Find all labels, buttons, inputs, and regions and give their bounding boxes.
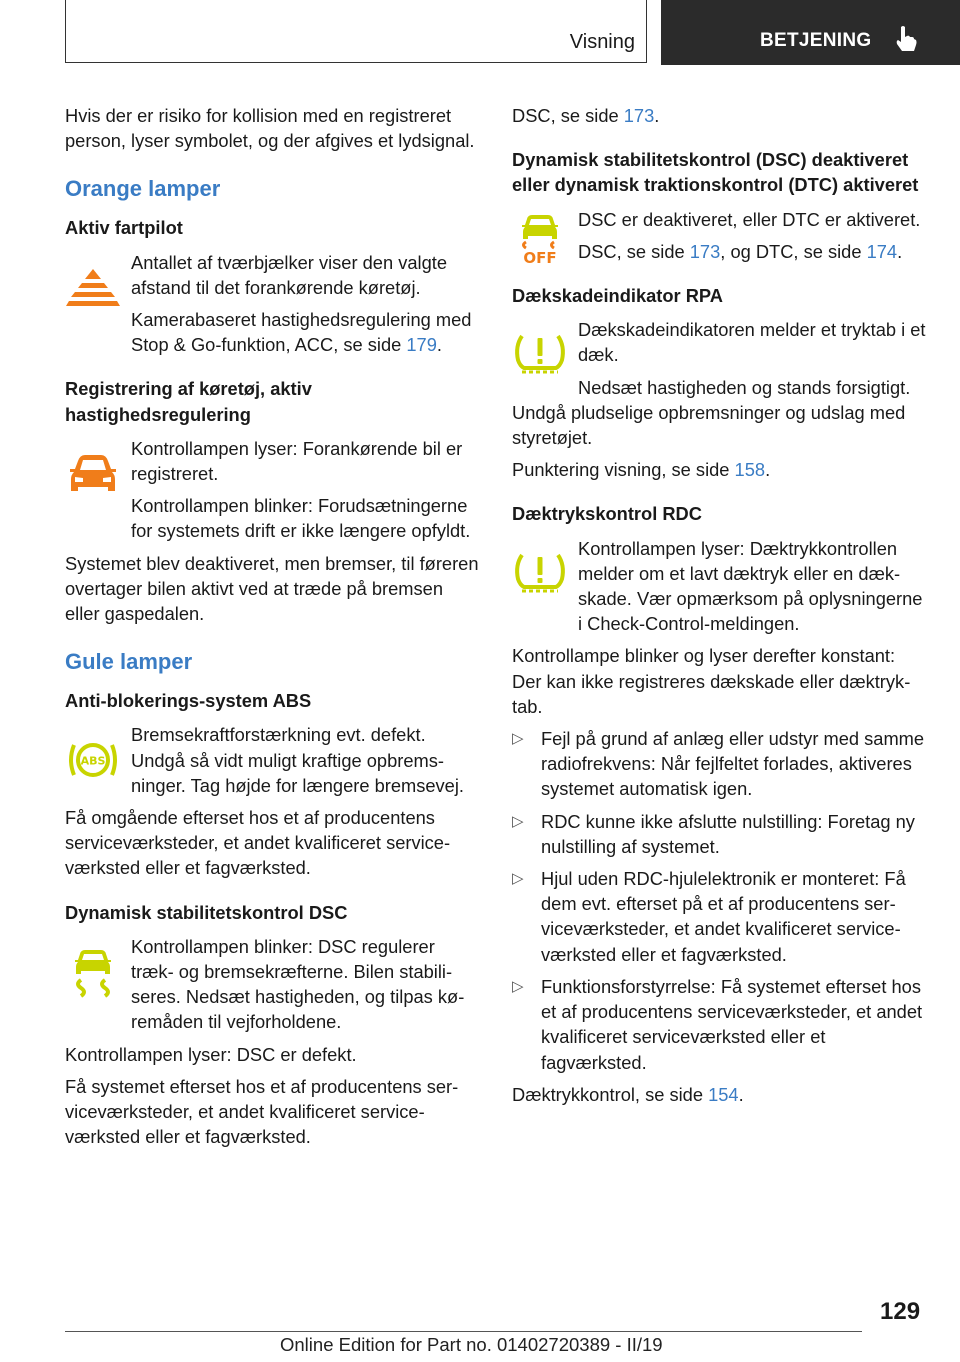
rdc-reference [512, 1082, 928, 1107]
car-front-icon [65, 442, 121, 502]
heading-dsc: Dynamisk stabilitetskontrol DSC [65, 901, 348, 923]
bullet-text: Fejl på grund af anlæg eller udstyr med samme radiofrekvens: Når fejlfeltet forlades, aktiveres systemet automatisk igen. [541, 728, 925, 800]
tire-pressure-icon [512, 323, 568, 383]
header-chapter-title: BETJENING [760, 30, 872, 51]
heading-vehicle-detection: Registrering af køretøj, aktiv hastighedsregulering [65, 378, 312, 425]
right-column [512, 103, 928, 1107]
dsc-text-2: Kontrollampen lyser: DSC er defekt. [65, 1043, 357, 1065]
footer-divider [65, 1331, 862, 1332]
heading-yellow-lamps: Gule lamper [65, 649, 193, 675]
rdc-text-1: Kontrollampen lyser: Dæktrykkontrollen melder om et lavt dæktryk eller en dækskade. Vær opmærksom på oplysningerne i Check-Control-meldingen. [578, 537, 923, 635]
dsc-off-icon [512, 211, 568, 271]
bullet-item [512, 726, 928, 802]
bullet-triangle-icon: ▷ [512, 870, 524, 888]
dsc-off-ref-text: DSC, se side [578, 240, 690, 262]
abs-icon [65, 730, 121, 790]
rpa-block [512, 317, 928, 399]
bullet-triangle-icon: ▷ [512, 977, 524, 995]
bullet-item [512, 866, 928, 967]
heading-rpa: Dækskadeindikator RPA [512, 285, 723, 307]
page-link-173[interactable]: 173 [623, 105, 655, 126]
rpa-text-1: Dækskadeindikatoren melder et tryktab i et dæk. [578, 319, 926, 366]
header-chapter-tab [661, 0, 960, 65]
vehicle-detection-block [65, 436, 480, 544]
rpa-reference [512, 457, 928, 482]
dsc-off-text-2 [512, 239, 928, 264]
rdc-ref-text: Dæktrykkontrol, se side [512, 1083, 709, 1105]
period: . [897, 240, 903, 262]
page-link-174[interactable]: 174 [866, 240, 898, 262]
bullet-item [512, 809, 928, 859]
bullet-text: Hjul uden RDC-hjulelektronik er monteret: Få dem evt. efterset på et af producentens serviceværksteder, et andet kvalificeret serviceværksted eller et fagværksted. [541, 868, 906, 965]
rdc-block [512, 536, 928, 637]
page-link-173[interactable]: 173 [689, 240, 721, 262]
abs-text-1: Bremsekraftforstærkning evt. defekt. Undgå så vidt muligt kraftige opbremsninger. Tag højde for længere bremsevej. [131, 724, 464, 796]
rpa-text-2: Nedsæt hastigheden og stands forsigtigt. Undgå pludselige opbremsninger og udslag med styretøjet. [512, 376, 911, 449]
period: . [436, 334, 442, 356]
left-column [65, 103, 480, 1150]
bullet-triangle-icon: ▷ [512, 812, 524, 830]
dsc-off-text-1: DSC er deaktiveret, eller DTC er aktiveret. [578, 208, 921, 230]
bullet-item [512, 974, 928, 1075]
vehicle-detection-text-3: Systemet blev deaktiveret, men bremser, til føreren overtager bilen aktivt ved at træde på bremsen eller gaspedalen. [65, 552, 479, 625]
bullet-text: RDC kunne ikke afslutte nulstilling: Foretag ny nulstilling af systemet. [541, 810, 915, 857]
active-cruise-ref-text: Kamerabaseret hastighedsregulering med Stop & Go-funktion, ACC, se side [131, 309, 472, 356]
page-number: 129 [880, 1298, 921, 1325]
bullet-triangle-icon: ▷ [512, 730, 524, 748]
heading-dsc-off: Dynamisk stabilitetskontrol (DSC) deaktiveret eller dynamisk traktionskontrol (DTC) aktiveret [512, 149, 919, 196]
heading-abs: Anti-blokerings-system ABS [65, 690, 312, 712]
page-link-154[interactable]: 154 [708, 1083, 739, 1105]
vehicle-detection-text-2: Kontrollampen blinker: Forudsætningerne for systemets drift er ikke længere opfyldt. [131, 495, 471, 542]
pointing-hand-icon [894, 25, 918, 53]
active-cruise-text-2 [65, 307, 480, 357]
dsc-ref-text: DSC, se side [512, 105, 624, 126]
icon-off-label: OFF [523, 248, 557, 267]
dsc-icon [65, 944, 121, 1004]
svg-text:ABS: ABS [80, 754, 106, 768]
dsc-off-block [512, 207, 928, 267]
rpa-text-2-start [512, 375, 928, 400]
dsc-text-3: Få systemet efterset hos et af producentens serviceværksteder, et andet kvalificeret serviceværksted eller et fagværksted. [65, 1075, 459, 1148]
heading-rdc: Dæktrykskontrol RDC [512, 503, 702, 525]
page-link-179[interactable]: 179 [406, 334, 437, 356]
page-link-158[interactable]: 158 [734, 459, 766, 481]
dsc-off-ref-text-2: , og DTC, se side [720, 240, 867, 262]
abs-text-2: Få omgående efterset hos et af producentens serviceværksteder, et andet kvalificeret serviceværksted eller et fagværksted. [65, 807, 451, 879]
dsc-block [65, 934, 480, 1035]
active-cruise-block [65, 250, 480, 358]
distance-bars-icon [65, 258, 121, 318]
period: . [738, 1083, 744, 1105]
bullet-text: Funktionsforstyrrelse: Få systemet efterset hos et af producentens serviceværksteder, et andet kvalificeret serviceværksted eller et fagværksted. [541, 975, 923, 1073]
tire-pressure-icon [512, 542, 568, 602]
edition-footer: Online Edition for Part no. 01402720389 - II/19 [280, 1334, 663, 1355]
period: . [765, 459, 771, 481]
dsc-reference [512, 103, 928, 128]
header-section-title: Visning [569, 31, 635, 53]
period: . [654, 105, 660, 126]
active-cruise-text-1: Antallet af tværbjælker viser den valgte afstand til det forankørende køretøj. [131, 251, 448, 298]
dsc-text-1: Kontrollampen blinker: DSC regulerer træk- og bremsekræfterne. Bilen stabiliseres. Nedsæt hastigheden, og tilpas køremåden til vejforholdene. [131, 935, 465, 1033]
vehicle-detection-text-1: Kontrollampen lyser: Forankørende bil er registreret. [131, 437, 463, 485]
heading-orange-lamps: Orange lamper [65, 176, 221, 202]
intro-paragraph: Hvis der er risiko for kollision med en registreret person, lyser symbolet, og der afgives et lydsignal. [65, 105, 475, 152]
abs-block [65, 722, 480, 798]
rdc-text-2: Kontrollampe blinker og lyser derefter konstant: Der kan ikke registreres dækskade eller dæktryktab. [512, 645, 911, 717]
rpa-ref-text: Punktering visning, se side [512, 459, 735, 481]
heading-active-cruise: Aktiv fartpilot [65, 217, 183, 239]
